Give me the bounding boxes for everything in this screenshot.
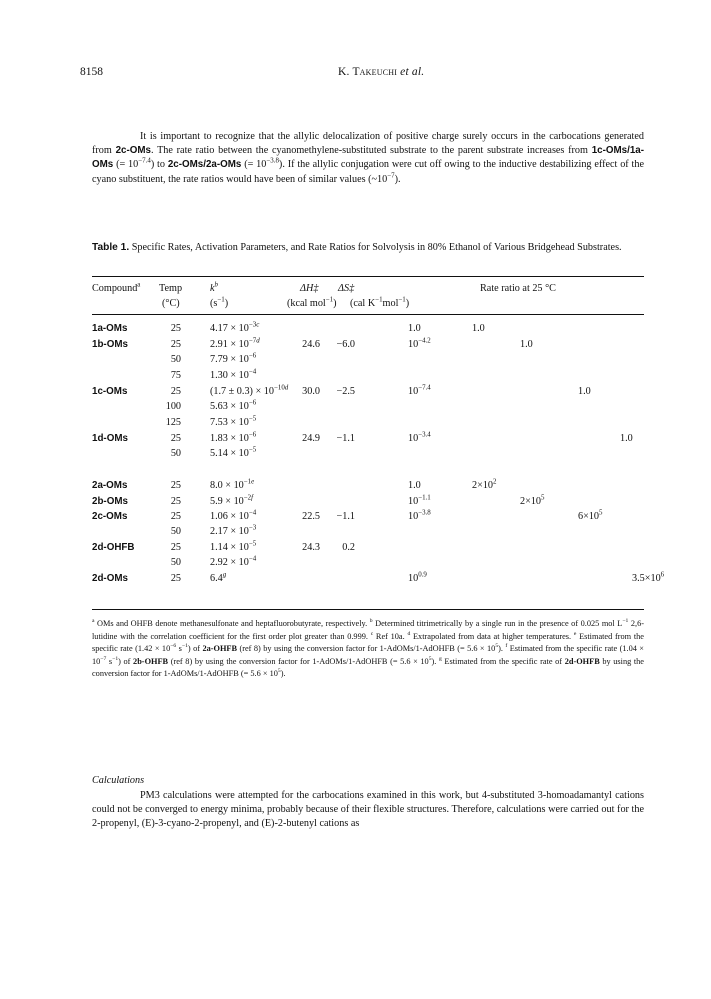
cell-temp: 75 — [170, 370, 181, 381]
cell-compound: 2d-OMs — [92, 573, 128, 584]
col-header-dh-unit: (kcal mol$^{-1}$) — [287, 296, 337, 309]
cell-delta-h: 24.3 — [302, 542, 320, 553]
cell-ratio-1: $10^{-4.2}$ — [408, 337, 431, 350]
cell-temp: 100 — [165, 401, 181, 412]
footnote-text: Extrapolated from data at higher temperatures. — [410, 631, 574, 641]
cell-delta-h: 24.6 — [302, 339, 320, 350]
footnote-text: ). — [498, 644, 506, 654]
intro-text: ). If the allylic conjugation were cut off owing to the inductive destabilizing effect of the cyano substituent, the rate ratios would have been of similar values (~10 — [92, 159, 644, 185]
compound-ref: 1c-OMs/1a-OMs — [92, 145, 644, 171]
cell-delta-s: −6.0 — [336, 339, 355, 350]
col-header-ds-unit: (cal $K^{-1}mol^{-1}$) — [350, 296, 410, 309]
cell-rate-constant: $8.0 \times 10^{-1e}$ — [210, 478, 255, 491]
col-header-rate-ratio: Rate ratio at 25 °C — [480, 283, 556, 294]
intro-text: It is important to recognize that the allylic delocalization of positive charge surely occurs in the carbocations generated from — [92, 131, 644, 157]
page-number: 8158 — [80, 66, 103, 78]
cell-delta-s: 0.2 — [342, 542, 355, 553]
footnote-text: ) of — [118, 656, 134, 666]
cell-ratio-4: 1.0 — [578, 386, 591, 397]
cell-rate-constant: 6.4$^g$ — [210, 571, 227, 584]
cell-temp: 25 — [170, 433, 181, 444]
col-header-ds: ΔS‡ — [338, 283, 355, 294]
footnote-text: Estimated from the specific rate (1.42 × 10 — [92, 631, 644, 654]
cell-rate-constant: $2.91 \times 10^{-7d}$ — [210, 337, 260, 350]
cell-temp: 25 — [170, 496, 181, 507]
exponent: −1 — [622, 618, 629, 625]
rates-table — [92, 278, 665, 608]
exponent: 5 — [277, 668, 281, 675]
footnote-text: Ref 10a. — [373, 631, 408, 641]
footnote-mark: f — [505, 643, 508, 650]
cell-temp: 125 — [165, 417, 181, 428]
intro-text: (= 10 — [113, 159, 139, 171]
compound-ref: 2c-OMs — [115, 145, 151, 157]
footnote-text: ). — [280, 669, 286, 679]
section-heading-calculations: Calculations — [92, 775, 145, 786]
cell-rate-constant: $5.63 \times 10^{-6}$ — [210, 399, 257, 412]
cell-ratio-1: $10^{-1.1}$ — [408, 494, 431, 507]
running-title — [338, 66, 424, 78]
cell-temp: 50 — [170, 354, 181, 365]
cell-rate-constant: $5.9 \times 10^{-2f}$ — [210, 494, 254, 507]
exponent: −6 — [170, 643, 177, 650]
cell-rate-constant: $1.06 \times 10^{-4}$ — [210, 509, 257, 522]
cell-compound: 1c-OMs — [92, 386, 128, 397]
intro-text: (= 10 — [241, 159, 267, 171]
cell-temp: 50 — [170, 526, 181, 537]
footnote-mark: d — [407, 630, 411, 637]
exponent: −7 — [387, 172, 395, 180]
footnote-text: (ref 8) by using the conversion factor for 1-AdOMs/1-AdOHFB (= 5.6 × 10 — [168, 656, 429, 666]
cell-rate-constant: $5.14 \times 10^{-5}$ — [210, 446, 257, 459]
footnote-mark: b — [369, 618, 373, 625]
cell-temp: 25 — [170, 573, 181, 584]
calculations-paragraph: PM3 calculations were attempted for the carbocations examined in this work, but 4-substituted 3-homoadamantyl cations could not be converged to energy minima, probably because of their flexible structures. Therefore, calculations were carried out for the 2-propenyl, (E)-3-cyano-2-propenyl, and (E)-2-butenyl cations as — [92, 790, 644, 830]
cell-rate-constant: $1.14 \times 10^{-5}$ — [210, 540, 257, 553]
table-top-rule — [92, 276, 644, 277]
exponent: −3.8 — [266, 158, 279, 166]
cell-compound: 1a-OMs — [92, 323, 128, 334]
cell-ratio-1: $10^{0.9}$ — [408, 571, 427, 584]
col-header-dh: ΔH‡ — [300, 283, 319, 294]
exponent: −1 — [181, 643, 188, 650]
cell-delta-s: −1.1 — [336, 433, 355, 444]
cell-ratio-1: 1.0 — [408, 323, 421, 334]
cell-rate-constant: $7.79 \times 10^{-6}$ — [210, 352, 257, 365]
running-author: K. Takeuchi — [338, 66, 398, 78]
cell-ratio-2: $2\times 10^2$ — [472, 478, 497, 491]
footnote-mark: c — [370, 630, 374, 637]
exponent: −7 — [100, 656, 107, 663]
cell-temp: 25 — [170, 480, 181, 491]
cell-rate-constant: $7.53 \times 10^{-5}$ — [210, 415, 257, 428]
cell-ratio-6: $3.5\times 10^6$ — [632, 571, 665, 584]
table-footnotes — [92, 618, 644, 681]
cell-rate-constant: $2.92 \times 10^{-4}$ — [210, 555, 257, 568]
cell-compound: 2b-OMs — [92, 496, 128, 507]
footnote-mark: a — [92, 618, 95, 625]
footnote-mark: e — [573, 630, 577, 637]
cell-rate-constant: $1.83 \times 10^{-6}$ — [210, 431, 257, 444]
intro-text: ) to — [150, 159, 168, 171]
col-header-k: $k^b$ — [210, 281, 218, 294]
exponent: −7.4 — [138, 158, 151, 166]
footnote-text: OMs and OHFB denote methanesulfonate and heptafluorobutyrate, respectively. — [94, 619, 370, 628]
cell-compound: 2a-OMs — [92, 480, 128, 491]
cell-temp: 25 — [170, 511, 181, 522]
exponent: −1 — [112, 656, 119, 663]
col-header-temp: Temp — [159, 283, 183, 294]
cell-temp: 50 — [170, 448, 181, 459]
cell-temp: 25 — [170, 386, 181, 397]
cell-delta-s: −1.1 — [336, 511, 355, 522]
footnote-text: by using the conversion factor for 1-AdOMs/1-AdOHFB (= 5.6 × 10 — [92, 656, 644, 679]
compound-ref: 2c-OMs/2a-OMs — [167, 159, 242, 171]
cell-rate-constant: $1.30 \times 10^{-4}$ — [210, 368, 257, 381]
running-etal: et al. — [400, 66, 425, 78]
cell-temp: 25 — [170, 339, 181, 350]
compound-ref: 2a-OHFB — [202, 644, 238, 654]
footnote-text: 2,6-lutidine with the correlation coefficient for the first order plot greater than 0.999. — [92, 619, 645, 641]
col-header-compound: Compound$^a$ — [92, 281, 141, 294]
cell-compound: 2d-OHFB — [92, 542, 135, 553]
cell-ratio-2: 1.0 — [472, 323, 485, 334]
cell-rate-constant: $2.17 \times 10^{-3}$ — [210, 524, 257, 537]
table-caption-text: Specific Rates, Activation Parameters, and Rate Ratios for Solvolysis in 80% Ethanol of Various Bridgehead Substrates. — [129, 242, 622, 253]
exponent: 5 — [428, 656, 432, 663]
cell-ratio-1: 1.0 — [408, 480, 421, 491]
cell-ratio-3: 1.0 — [520, 339, 533, 350]
footnote-text: Estimated from the specific rate (1.04 × 10 — [92, 644, 644, 666]
cell-delta-h: 22.5 — [302, 511, 320, 522]
intro-text: . The rate ratio between the cyanomethylene-substituted substrate to the parent substrate increases from — [150, 145, 592, 157]
cell-ratio-5: 1.0 — [620, 433, 633, 444]
exponent: 5 — [495, 643, 499, 650]
footnote-mark: g — [438, 656, 442, 663]
col-header-temp-unit: (°C) — [162, 298, 180, 309]
footnote-text: (ref 8) by using the conversion factor for 1-AdOMs/1-AdOHFB (= 5.6 × 10 — [237, 644, 496, 654]
cell-temp: 25 — [170, 323, 181, 334]
col-header-k-unit: $(s^{-1})$ — [210, 296, 229, 309]
table-label: Table 1. — [92, 242, 130, 253]
footnote-text: ) of — [187, 644, 203, 654]
compound-ref: 2b-OHFB — [133, 656, 169, 666]
cell-ratio-1: $10^{-3.8}$ — [408, 509, 431, 522]
running-header — [80, 66, 632, 84]
cell-compound: 1b-OMs — [92, 339, 128, 350]
footnote-text: s — [176, 644, 182, 654]
footnote-text: Determined titrimetrically by a single run in the presence of 0.025 mol L — [372, 619, 623, 628]
cell-delta-h: 30.0 — [302, 386, 320, 397]
footnote-text: s — [106, 656, 113, 666]
intro-paragraph — [92, 130, 644, 187]
cell-delta-h: 24.9 — [302, 433, 320, 444]
cell-rate-constant: $4.17 \times 10^{-3c}$ — [210, 321, 260, 334]
footnote-text: ). — [431, 656, 439, 666]
table-caption — [92, 241, 644, 255]
cell-ratio-4: $6\times 10^5$ — [578, 509, 603, 522]
cell-delta-s: −2.5 — [336, 386, 355, 397]
cell-ratio-3: $2\times 10^5$ — [520, 494, 545, 507]
compound-ref: 2d-OHFB — [564, 656, 600, 666]
cell-compound: 1d-OMs — [92, 433, 128, 444]
table-bottom-rule — [92, 609, 644, 610]
cell-ratio-1: $10^{-7.4}$ — [408, 384, 431, 397]
intro-text: ). — [394, 173, 401, 185]
cell-temp: 50 — [170, 557, 181, 568]
cell-ratio-1: $10^{-3.4}$ — [408, 431, 431, 444]
cell-rate-constant: $(1.7 \pm 0.3) \times 10^{-10d}$ — [210, 384, 289, 397]
cell-temp: 25 — [170, 542, 181, 553]
cell-compound: 2c-OMs — [92, 511, 128, 522]
footnote-text: Estimated from the specific rate of — [441, 656, 565, 666]
